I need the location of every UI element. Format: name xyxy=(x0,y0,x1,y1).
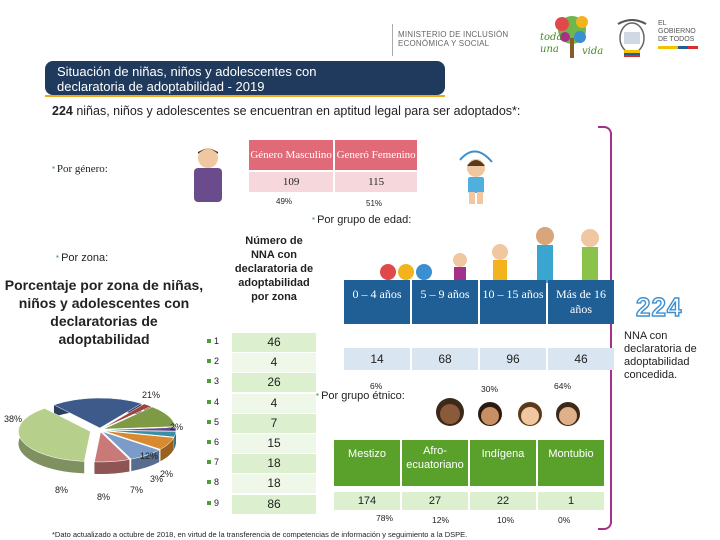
gender-header-female: Generó Femenino xyxy=(335,140,417,170)
ethnic-percent-montubio: 0% xyxy=(558,515,571,525)
zone-table-header: Número de NNA con declaratoria de adoptabilidad por zona xyxy=(234,235,314,303)
zone-number-text: 3 xyxy=(214,376,220,387)
zone-number-text: 8 xyxy=(214,477,220,488)
ethnic-header-indigena: Indígena xyxy=(470,440,536,486)
pie-percent-label-zone-9: 38% xyxy=(4,414,23,424)
flag-stripe xyxy=(658,46,698,49)
gender-percent-male: 49% xyxy=(276,197,293,206)
ethnic-value-montubio: 1 xyxy=(538,492,604,510)
ethnic-percent-mestizo: 78% xyxy=(376,513,394,523)
gobierno-line3: DE TODOS xyxy=(658,36,695,43)
gender-percent-female: 51% xyxy=(366,199,383,208)
age-value-5-9: 68 xyxy=(412,348,478,370)
coat-of-arms-icon xyxy=(610,14,655,59)
zone-number-text: 4 xyxy=(214,396,220,407)
pie-percent-label-zone-3: 12% xyxy=(140,451,159,461)
total-text: NNA con declaratoria de adoptabilidad concedida. xyxy=(624,330,697,381)
zone-value-6: 15 xyxy=(232,434,316,453)
pie-percent-label-zone-8: 8% xyxy=(55,485,69,495)
svg-text:toda: toda xyxy=(540,32,563,43)
zone-value-3: 26 xyxy=(232,373,316,392)
gender-header-male: Género Masculino xyxy=(249,140,333,170)
zone-value-5: 7 xyxy=(232,414,316,433)
boy-illustration xyxy=(188,146,228,204)
ministry-line2: ECONÓMICA Y SOCIAL xyxy=(398,39,490,48)
ethnic-children-illustration xyxy=(420,392,590,438)
zone-value-2: 4 xyxy=(232,353,316,372)
zone-number-text: 1 xyxy=(214,336,220,346)
ministry-name xyxy=(398,30,508,48)
summary-number: 224 xyxy=(52,104,73,118)
gender-table xyxy=(247,138,419,194)
age-value-0-4: 14 xyxy=(344,348,410,370)
toda-una-vida-logo xyxy=(510,10,605,62)
ethnic-label: ▪ Por grupo étnico: xyxy=(316,390,405,402)
pie-percent-label-zone-2: 2% xyxy=(170,422,184,432)
zone-number-text: 9 xyxy=(214,497,220,508)
header-separator xyxy=(392,24,393,56)
title-line1: Situación de niñas, niños y adolescentes con xyxy=(57,64,317,79)
pie-percent-label-zone-5: 3% xyxy=(150,474,164,484)
zone-value-4: 4 xyxy=(232,394,316,413)
gender-value-male: 109 xyxy=(249,172,333,192)
children-illustration xyxy=(440,222,620,286)
age-percent-10-15: 64% xyxy=(554,381,572,391)
footnote: *Dato actualizado a octubre de 2018, en virtud de la transferencia de competencias de información y seguimiento a la DSPE. xyxy=(52,530,468,539)
zone-label: ▪ Por zona: xyxy=(56,252,108,264)
age-percent-0-4: 6% xyxy=(370,381,383,391)
ministry-line1: MINISTERIO DE INCLUSIÓN xyxy=(398,30,509,39)
zone-bullet xyxy=(207,359,211,363)
ethnic-header-afro: Afro-ecuatoriano xyxy=(402,440,468,486)
age-header-16-plus: Más de 16 años xyxy=(548,280,614,324)
zone-chart-title: Porcentaje por zona de niñas, niños y adolescentes con declaratorias de adoptabilidad xyxy=(4,277,204,347)
zone-bullet xyxy=(207,339,211,343)
svg-text:vida: vida xyxy=(582,46,604,57)
toys-illustration xyxy=(378,262,438,282)
title-line2: declaratoria de adoptabilidad - 2019 xyxy=(57,79,265,94)
zone-number-text: 2 xyxy=(214,356,220,367)
ethnic-value-indigena: 22 xyxy=(470,492,536,510)
age-label: ▪ Por grupo de edad: xyxy=(312,214,411,226)
pie-percent-label-zone-7: 8% xyxy=(97,492,111,502)
pie-percent-label-zone-1: 21% xyxy=(142,390,161,400)
summary-sentence xyxy=(52,104,520,118)
gobierno-line2: GOBIERNO xyxy=(658,28,696,35)
age-value-16-plus: 46 xyxy=(548,348,614,370)
summary-text: niñas, niños y adolescentes se encuentran en aptitud legal para ser adoptados*: xyxy=(72,104,521,118)
zone-value-1: 46 xyxy=(232,333,316,352)
zone-number-2 xyxy=(207,356,227,366)
age-value-10-15: 96 xyxy=(480,348,546,370)
zone-value-8: 18 xyxy=(232,474,316,493)
age-header-5-9: 5 – 9 años xyxy=(412,280,478,324)
zone-number-1 xyxy=(207,336,227,346)
title-underline xyxy=(45,95,445,97)
zone-value-7: 18 xyxy=(232,454,316,473)
pie-percent-label-zone-4: 2% xyxy=(160,469,174,479)
zone-number-text: 7 xyxy=(214,457,220,468)
gender-label: ▪ Por género: xyxy=(52,163,108,175)
page-title xyxy=(45,61,445,95)
svg-text:una: una xyxy=(540,44,559,55)
ethnic-value-mestizo: 174 xyxy=(334,492,400,510)
total-number: 224 xyxy=(636,292,683,322)
zone-value-9: 86 xyxy=(232,495,316,514)
pie-percent-label-zone-6: 7% xyxy=(130,485,144,495)
gobierno-logo-text xyxy=(658,20,698,49)
age-header-0-4: 0 – 4 años xyxy=(344,280,410,324)
zone-number-text: 6 xyxy=(214,437,220,447)
ethnic-percent-afro: 12% xyxy=(432,515,450,525)
gender-value-female: 115 xyxy=(335,172,417,192)
ethnic-value-afro: 27 xyxy=(402,492,468,510)
ethnic-header-montubio: Montubio xyxy=(538,440,604,486)
zone-number-text: 5 xyxy=(214,416,220,427)
age-percent-5-9: 30% xyxy=(481,384,499,394)
ethnic-percent-indigena: 10% xyxy=(497,515,515,525)
gobierno-line1: EL xyxy=(658,20,667,27)
age-header-10-15: 10 – 15 años xyxy=(480,280,546,324)
ethnic-header-mestizo: Mestizo xyxy=(334,440,400,486)
girl-illustration xyxy=(440,150,510,206)
